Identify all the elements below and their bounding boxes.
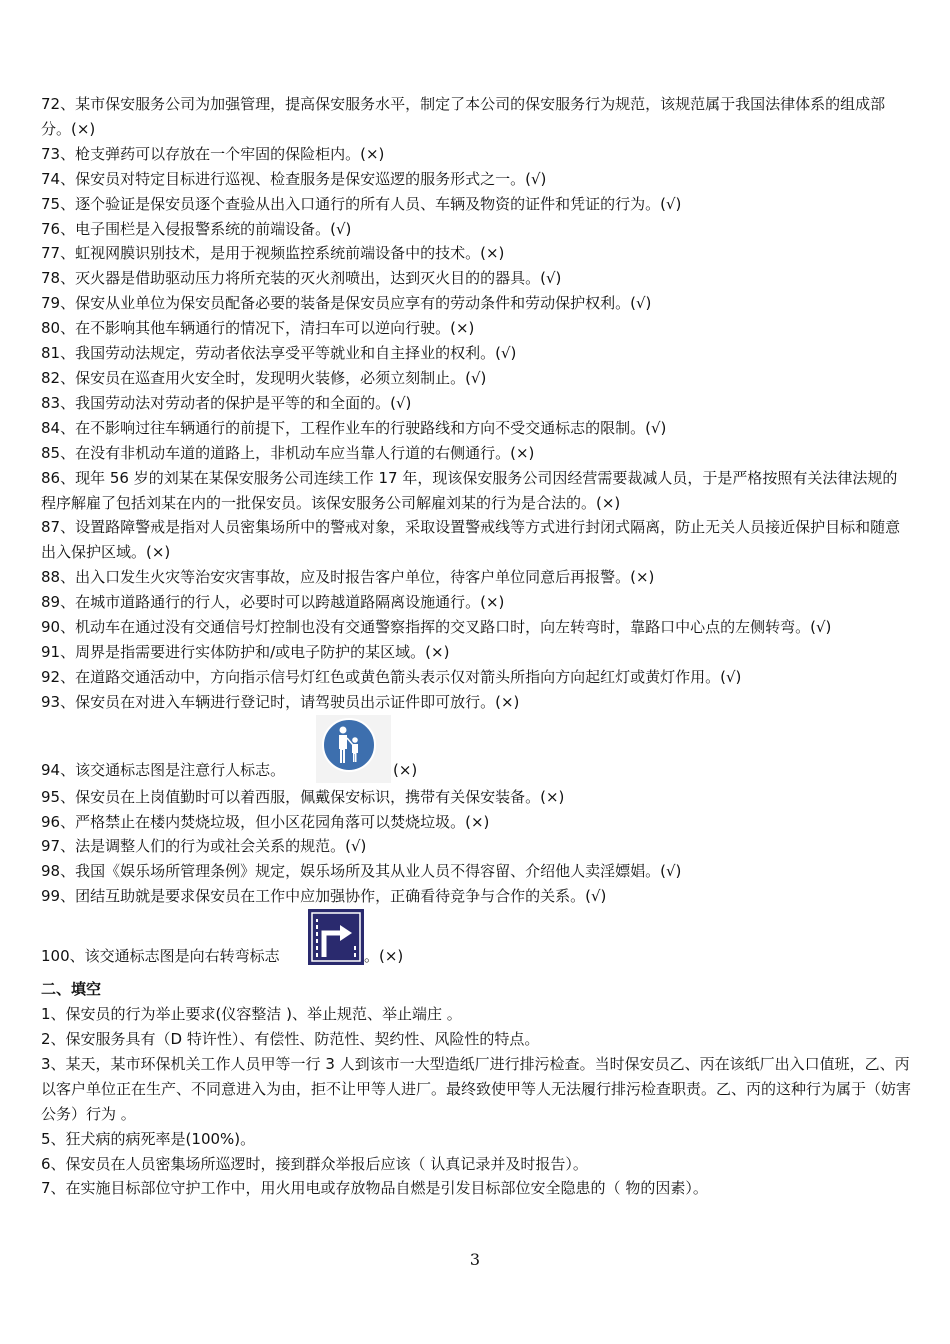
question-79: 79、保安从业单位为保安员配备必要的装备是保安员应享有的劳动条件和劳动保护权利。(√) (41, 294, 652, 313)
fill-5: 5、狂犬病的病死率是(100%)。 (41, 1129, 256, 1148)
question-74: 74、保安员对特定目标进行巡视、检查服务是保安巡逻的服务形式之一。(√) (41, 169, 547, 188)
fill-7: 7、在实施目标部位守护工作中，用火用电或存放物品自燃是引发目标部位安全隐患的（ 物的因素）。 (41, 1179, 708, 1198)
question-78: 78、灭火器是借助驱动压力将所充装的灭火剂喷出，达到灭火目的的器具。(√) (41, 269, 562, 288)
question-87: 87、设置路障警戒是指对人员密集场所中的警戒对象，采取设置警戒线等方式进行封闭式隔离，防止无关人员接近保护目标和随意出入保护区域。(×) (41, 518, 901, 562)
question-92: 92、在道路交通活动中，方向指示信号灯红色或黄色箭头表示仅对箭头所指向方向起红灯或黄灯作用。(√) (41, 667, 742, 686)
question-82: 82、保安员在巡查用火安全时，发现明火装修，必须立刻制止。(√) (41, 368, 487, 387)
pedestrian-sign-icon (316, 715, 391, 783)
question-85: 85、在没有非机动车道的道路上，非机动车应当靠人行道的右侧通行。(×) (41, 443, 535, 462)
question-86: 86、现年 56 岁的刘某在某保安服务公司连续工作 17 年，现该保安服务公司因经营需要裁减人员，于是严格按照有关法律法规的程序解雇了包括刘某在内的一批保安员。该保安服务公司解雇刘某的行为是合法的。(×) (41, 468, 898, 512)
fill-6: 6、保安员在人员密集场所巡逻时，接到群众举报后应该（ 认真记录并及时报告）。 (41, 1154, 588, 1173)
question-77: 77、虹视网膜识别技术，是用于视频监控系统前端设备中的技术。(×) (41, 244, 505, 263)
question-95: 95、保安员在上岗值勤时可以着西服，佩戴保安标识，携带有关保安装备。(×) (41, 787, 565, 806)
question-76: 76、电子围栏是入侵报警系统的前端设备。(√) (41, 219, 352, 238)
fill-1: 1、保安员的行为举止要求(仪容整洁 )、举止规范、举止端庄 。 (41, 1005, 462, 1024)
question-100-answer: 。(×) (364, 947, 404, 966)
question-73: 73、枪支弹药可以存放在一个牢固的保险柜内。(×) (41, 144, 385, 163)
question-80: 80、在不影响其他车辆通行的情况下，清扫车可以逆向行驶。(×) (41, 319, 475, 338)
question-81: 81、我国劳动法规定，劳动者依法享受平等就业和自主择业的权利。(√) (41, 344, 517, 363)
question-75: 75、逐个验证是保安员逐个查验从出入口通行的所有人员、车辆及物资的证件和凭证的行为。(√) (41, 194, 682, 213)
page-number: 3 (469, 1250, 481, 1269)
question-97: 97、法是调整人们的行为或社会关系的规范。(√) (41, 837, 367, 856)
question-91: 91、周界是指需要进行实体防护和/或电子防护的某区域。(×) (41, 642, 450, 661)
question-88: 88、出入口发生火灾等治安灾害事故，应及时报告客户单位，待客户单位同意后再报警。(×) (41, 568, 655, 587)
question-90: 90、机动车在通过没有交通信号灯控制也没有交通警察指挥的交叉路口时，向左转弯时，靠路口中心点的左侧转弯。(√) (41, 618, 832, 637)
question-72: 72、某市保安服务公司为加强管理，提高保安服务水平，制定了本公司的保安服务行为规范，该规范属于我国法律体系的组成部分。(×) (41, 95, 886, 138)
section-title: 二、填空 (41, 980, 102, 999)
question-83: 83、我国劳动法对劳动者的保护是平等的和全面的。(√) (41, 393, 412, 412)
question-99: 99、团结互助就是要求保安员在工作中应加强协作，正确看待竞争与合作的关系。(√) (41, 887, 607, 906)
question-84: 84、在不影响过往车辆通行的前提下，工程作业车的行驶路线和方向不受交通标志的限制。(√) (41, 418, 667, 437)
question-100 (41, 909, 911, 971)
turn-right-sign-icon (308, 909, 364, 965)
question-94 (41, 715, 911, 785)
fill-3: 3、某天，某市环保机关工作人员甲等一行 3 人到该市一大型造纸厂进行排污检查。当时保安员乙、丙在该纸厂出入口值班，乙、丙以客户单位正在生产、不同意进入为由，拒不让甲等人进厂。最终致使甲等人无法履行排污检查职责。乙、丙的这种行为属于（妨害公务）行为 。 (41, 1054, 912, 1123)
question-93: 93、保安员在对进入车辆进行登记时，请驾驶员出示证件即可放行。(×) (41, 692, 520, 711)
question-89: 89、在城市道路通行的行人，必要时可以跨越道路隔离设施通行。(×) (41, 593, 505, 612)
question-96: 96、严格禁止在楼内焚烧垃圾，但小区花园角落可以焚烧垃圾。(×) (41, 812, 490, 831)
question-100-text: 100、该交通标志图是向右转弯标志 (41, 947, 280, 966)
question-94-text: 94、该交通标志图是注意行人标志。 (41, 760, 286, 779)
fill-2: 2、保安服务具有（D 特许性）、有偿性、防范性、契约性、风险性的特点。 (41, 1030, 540, 1048)
question-94-answer: (×) (393, 760, 418, 779)
question-98: 98、我国《娱乐场所管理条例》规定，娱乐场所及其从业人员不得容留、介绍他人卖淫嫖娼。(√) (41, 862, 682, 881)
document-body (41, 92, 911, 1201)
